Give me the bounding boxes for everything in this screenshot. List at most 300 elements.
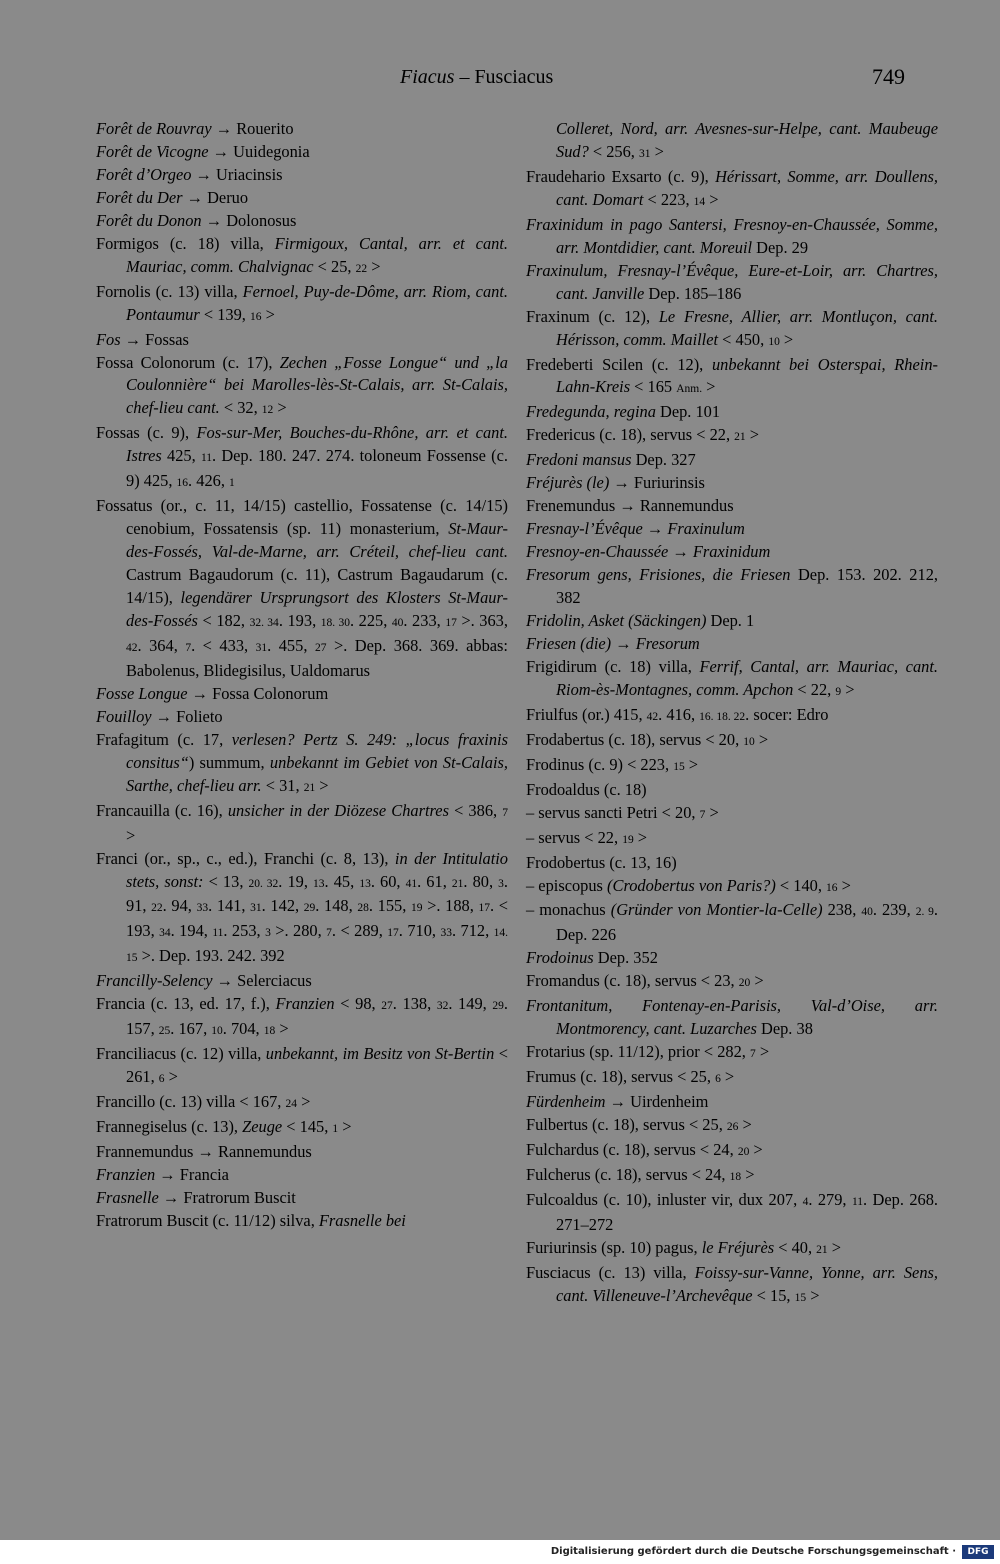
- entry-text: >: [705, 802, 719, 822]
- entry-line-ref: 40: [391, 617, 404, 630]
- index-entry: [96, 141, 508, 164]
- entry-text: >: [745, 425, 759, 445]
- entry-line-ref: 28: [357, 902, 369, 915]
- entry-text: → Fossa Colonorum: [187, 683, 329, 703]
- entry-line-ref: 7: [749, 1048, 756, 1061]
- entry-line-ref: 24: [285, 1098, 298, 1111]
- left-column: [96, 118, 508, 1233]
- entry-italic-text: Frasnelle: [96, 1187, 159, 1207]
- entry-line-ref: 10: [768, 335, 780, 348]
- entry-text: – servus < 22,: [526, 827, 623, 847]
- entry-line-ref: 18. 30: [320, 617, 350, 630]
- index-entry: [526, 852, 938, 875]
- entry-text: >. Dep. 368. 369. abbas: Babolenus, Blidegisilus, Ualdomarus: [126, 635, 508, 680]
- entry-text: < 140,: [775, 875, 827, 895]
- entry-text: Frannegiselus (c. 13),: [96, 1117, 243, 1137]
- entry-text: Frodoaldus (c. 18): [526, 779, 647, 799]
- entry-text: 238,: [822, 900, 862, 920]
- index-entry: [526, 1041, 938, 1066]
- right-column: [526, 118, 938, 1310]
- entry-text: . 710,: [398, 921, 441, 941]
- entry-line-ref: 6: [158, 1073, 165, 1086]
- entry-text: → Fratrorum Buscit: [158, 1187, 296, 1207]
- running-title-end: – Fusciacus: [454, 66, 554, 88]
- entry-text: Dep. 352: [593, 948, 658, 968]
- entry-text: . 194,: [170, 921, 213, 941]
- entry-text: . 712,: [451, 921, 494, 941]
- index-entry: [526, 1262, 938, 1310]
- index-entry: [526, 541, 938, 564]
- entry-text: . 141,: [208, 896, 251, 916]
- entry-text: < 450,: [718, 329, 769, 349]
- entry-italic-text: (Gründer von Montier-la-Celle): [610, 900, 823, 920]
- index-entry: [526, 118, 938, 166]
- entry-text: – servus sancti Petri < 20,: [526, 802, 700, 822]
- entry-text: . 253,: [223, 921, 266, 941]
- entry-text: Fulcoaldus (c. 10), inluster vir, dux 207,: [526, 1189, 803, 1209]
- entry-text: >: [755, 1042, 770, 1062]
- entry-text: >: [702, 377, 716, 397]
- entry-line-ref: 7: [502, 806, 508, 819]
- entry-text: → Selerciacus: [212, 971, 312, 991]
- index-entry: [526, 1114, 938, 1139]
- entry-text: >: [841, 679, 855, 699]
- entry-italic-text: Friesen (die) → Fresorum: [526, 633, 700, 653]
- entry-italic-text: Forêt du Donon: [96, 210, 202, 230]
- entry-italic-text: Zechen „Fosse Longue“ und „la Coulonnière“ bei Marolles-lès-St-Calais, arr. St-Calais, chef-lieu cant.: [126, 352, 508, 418]
- entry-line-ref: 25: [158, 1025, 171, 1038]
- entry-italic-text: Foissy-sur-Vanne, Yonne, arr. Sens, cant. Villeneuve-l’Archevêque: [556, 1262, 938, 1305]
- index-entry: [526, 802, 938, 827]
- entry-line-ref: 29: [303, 902, 316, 915]
- index-entry: [96, 993, 508, 1043]
- entry-line-ref: 3: [265, 927, 271, 940]
- entry-line-ref: 1: [229, 477, 235, 490]
- entry-text: < 13,: [203, 871, 249, 891]
- entry-text: Fredeberti Scilen (c. 12),: [526, 354, 712, 374]
- index-entry: [96, 970, 508, 993]
- entry-text: . 45,: [324, 871, 360, 891]
- entry-text: < 165: [630, 377, 677, 397]
- entry-text: . 142,: [261, 896, 304, 916]
- entry-text: → Uriacinsis: [191, 164, 283, 184]
- index-entry: [526, 827, 938, 852]
- index-entry: [96, 164, 508, 187]
- entry-text: Franci (or., sp., c., ed.), Franchi (c. 8, 13),: [96, 848, 395, 868]
- entry-text: . 416,: [658, 704, 700, 724]
- entry-line-ref: 31: [250, 902, 262, 915]
- entry-line-ref: 42: [646, 710, 659, 723]
- entry-text: Fratrorum Buscit (c. 11/12) silva,: [96, 1210, 319, 1230]
- entry-text: < 22,: [793, 679, 836, 699]
- entry-text: Fulchardus (c. 18), servus < 24,: [526, 1139, 738, 1159]
- index-entry: [526, 970, 938, 995]
- entry-text: . 80,: [463, 871, 499, 891]
- entry-text: < 182,: [197, 611, 250, 631]
- entry-text: Fusciacus (c. 13) villa,: [526, 1262, 695, 1282]
- entry-text: Friulfus (or.) 415,: [526, 704, 647, 724]
- entry-line-ref: 14. 15: [126, 927, 508, 965]
- entry-line-ref: 21: [734, 431, 746, 444]
- entry-line-ref: 16. 18. 22: [699, 710, 746, 723]
- entry-text: . 426,: [188, 471, 230, 491]
- entry-text: >: [720, 1067, 735, 1087]
- entry-italic-text: Fouilloy: [96, 706, 152, 726]
- index-entry: [526, 449, 938, 472]
- index-entry: [96, 683, 508, 706]
- entry-text: . socer: Edro: [745, 704, 829, 724]
- entry-text: >: [806, 1285, 820, 1305]
- index-entry: [96, 118, 508, 141]
- entry-text: Furiurinsis (sp. 10) pagus,: [526, 1237, 702, 1257]
- entry-line-ref: 34: [159, 927, 171, 940]
- entry-line-ref: 7: [326, 927, 332, 940]
- entry-text: Frodabertus (c. 18), servus < 20,: [526, 729, 744, 749]
- entry-text: . 91,: [126, 871, 509, 916]
- entry-line-ref: 16: [826, 881, 838, 894]
- entry-line-ref: 31: [255, 641, 268, 654]
- entry-text: . 279,: [808, 1189, 852, 1209]
- entry-line-ref: 21: [303, 781, 316, 794]
- index-entry: [526, 656, 938, 704]
- entry-text: . 704,: [222, 1019, 264, 1039]
- entry-line-ref: 17: [478, 902, 490, 915]
- entry-text: < 145,: [282, 1117, 333, 1137]
- entry-text: >: [338, 1117, 352, 1137]
- entry-text: Frannemundus → Rannemundus: [96, 1141, 312, 1161]
- entry-text: >. 280,: [270, 921, 327, 941]
- entry-text: >. Dep. 193. 242. 392: [137, 946, 285, 966]
- entry-line-ref: 19: [622, 833, 634, 846]
- entry-text: >: [275, 1019, 289, 1039]
- entry-text: . 138,: [392, 994, 437, 1014]
- entry-text: Francia (c. 13, ed. 17, f.),: [96, 994, 276, 1014]
- entry-text: . 233,: [403, 611, 446, 631]
- entry-text: ) summum,: [188, 752, 270, 772]
- index-entry: [526, 610, 938, 633]
- entry-text: . 193,: [278, 611, 321, 631]
- entry-line-ref: 16: [176, 477, 189, 490]
- entry-text: >: [749, 1139, 763, 1159]
- running-title-start: Fiacus: [400, 66, 455, 88]
- entry-line-ref: 33: [440, 927, 452, 940]
- index-entry: [526, 995, 938, 1041]
- entry-line-ref: 32. 34: [249, 617, 279, 630]
- footer-bar: [0, 1540, 1000, 1564]
- entry-line-ref: 15: [794, 1291, 807, 1304]
- entry-italic-text: Fosse Longue: [96, 683, 188, 703]
- entry-italic-text: Hérissart, Somme, arr. Doullens, cant. Domart: [556, 166, 939, 209]
- entry-italic-text: Fridolin, Asket (Säckingen): [526, 611, 707, 631]
- entry-italic-text: Frodoinus: [526, 948, 594, 968]
- index-entry: [96, 848, 508, 971]
- entry-line-ref: 18: [729, 1170, 742, 1183]
- entry-text: >: [738, 1115, 752, 1135]
- entry-line-ref: 11: [851, 1195, 864, 1208]
- entry-text: . 94,: [162, 896, 197, 916]
- entry-line-ref: 6: [715, 1073, 721, 1086]
- entry-text: >: [779, 329, 794, 349]
- entry-italic-text: unbekannt, im Besitz von St-Bertin: [265, 1044, 495, 1064]
- entry-line-ref: 11: [212, 927, 224, 940]
- entry-text: >: [261, 304, 275, 324]
- entry-line-ref: 20: [738, 977, 751, 990]
- entry-line-ref: 13: [359, 877, 371, 890]
- entry-text: >: [741, 1164, 755, 1184]
- entry-line-ref: 40: [861, 906, 873, 919]
- entry-italic-text: Fraxinulum, Fresnay-l’Évêque, Eure-et-Loir, arr. Chartres, cant. Janville: [526, 260, 938, 303]
- entry-italic-text: Fresnay-l’Évêque → Fraxinulum: [526, 519, 745, 539]
- entry-italic-text: le Fréjurès: [701, 1237, 775, 1257]
- entry-line-ref: 3: [498, 877, 504, 890]
- entry-line-ref: 16: [250, 310, 262, 323]
- entry-italic-text: Fürdenheim: [526, 1092, 606, 1112]
- entry-text: → Folieto: [151, 706, 223, 726]
- index-entry: [96, 329, 508, 352]
- entry-text: >: [367, 256, 381, 276]
- entry-text: . 455,: [267, 635, 315, 655]
- index-entry: [96, 422, 508, 495]
- entry-text: Francauilla (c. 16),: [96, 800, 228, 820]
- entry-line-ref: 22: [151, 902, 163, 915]
- page-header: [0, 64, 1000, 94]
- index-entry: [96, 706, 508, 729]
- entry-line-ref: 20: [737, 1145, 750, 1158]
- entry-italic-text: Colleret, Nord, arr. Avesnes-sur-Helpe, cant. Maubeuge Sud?: [556, 119, 938, 161]
- entry-line-ref: 1: [332, 1123, 339, 1136]
- index-entry: [96, 1091, 508, 1116]
- entry-text: → Deruo: [182, 187, 249, 207]
- entry-line-ref: Anm.: [676, 383, 703, 396]
- index-entry: [526, 1091, 938, 1114]
- entry-text: . 167,: [170, 1019, 212, 1039]
- index-entry: [526, 518, 938, 541]
- entry-text: . Dep. 226: [556, 900, 938, 945]
- index-entry: [96, 729, 508, 800]
- entry-line-ref: 27: [314, 641, 327, 654]
- entry-line-ref: 4: [802, 1195, 809, 1208]
- entry-text: Frumus (c. 18), servus < 25,: [526, 1067, 716, 1087]
- entry-text: < 15,: [752, 1285, 795, 1305]
- index-entry: [526, 1237, 938, 1262]
- entry-text: Fornolis (c. 13) villa,: [96, 281, 243, 301]
- entry-text: . 61,: [417, 871, 452, 891]
- entry-line-ref: 31: [639, 147, 651, 160]
- entry-text: Fredericus (c. 18), servus < 22,: [526, 425, 735, 445]
- entry-text: < 32,: [219, 398, 262, 418]
- entry-text: >. 188,: [422, 896, 479, 916]
- index-entry: [96, 1116, 508, 1141]
- entry-line-ref: 20. 32: [248, 877, 279, 890]
- entry-line-ref: 9: [835, 685, 842, 698]
- index-entry: [526, 947, 938, 970]
- entry-text: Frafagitum (c. 17,: [96, 729, 232, 749]
- entry-text: Fraudehario Exsarto (c. 9),: [526, 166, 716, 186]
- entry-line-ref: 10: [743, 735, 755, 748]
- entry-text: >: [633, 827, 648, 847]
- entry-italic-text: unbekannt im Gebiet von St-Calais, Sarthe, chef-lieu arr.: [126, 752, 508, 795]
- entry-italic-text: Zeuge: [242, 1117, 283, 1137]
- entry-italic-text: Fos-sur-Mer, Bouches-du-Rhône, arr. et cant. Istres: [126, 423, 508, 466]
- entry-text: . < 433,: [191, 635, 256, 655]
- entry-italic-text: Fredegunda, regina: [526, 402, 656, 422]
- index-entry: [526, 306, 938, 354]
- entry-text: . 60,: [370, 871, 406, 891]
- entry-italic-text: Francilly-Selency: [96, 971, 213, 991]
- entry-text: < 261,: [126, 1044, 508, 1087]
- entry-text: → Dolonosus: [201, 210, 297, 230]
- entry-italic-text: Fréjurès (le): [526, 473, 610, 493]
- entry-text: < 256,: [588, 141, 640, 161]
- entry-italic-text: Fos: [96, 329, 121, 349]
- index-entry: [526, 166, 938, 214]
- entry-text: Frenemundus → Rannemundus: [526, 496, 734, 516]
- entry-text: . 157,: [126, 994, 508, 1039]
- entry-line-ref: 2. 9: [915, 906, 934, 919]
- entry-italic-text: Frontanitum, Fontenay-en-Parisis, Val-d’Oise, arr. Montmorency, cant. Luzarches: [526, 996, 938, 1039]
- index-entry: [526, 424, 938, 449]
- index-entry: [526, 754, 938, 779]
- running-title: [400, 66, 553, 89]
- entry-line-ref: 22: [355, 262, 368, 275]
- entry-text: Dep. 327: [631, 450, 696, 470]
- entry-line-ref: 12: [261, 404, 274, 417]
- entry-line-ref: 41: [405, 877, 418, 890]
- entry-line-ref: 10: [211, 1025, 223, 1038]
- entry-text: . 19,: [278, 871, 314, 891]
- entry-text: Frodinus (c. 9) < 223,: [526, 754, 674, 774]
- index-entry: [526, 564, 938, 610]
- entry-line-ref: 27: [381, 1000, 393, 1013]
- entry-text: < 386,: [448, 800, 503, 820]
- entry-text: – monachus: [526, 900, 611, 920]
- index-entry: [526, 495, 938, 518]
- entry-text: Fossatus (or., c. 11, 14/15) castellio, Fossatense (c. 14/15) cenobium, Fossatensis (sp. 11) monasterium,: [96, 496, 508, 539]
- entry-italic-text: Franzien: [275, 994, 335, 1014]
- entry-line-ref: 18: [263, 1025, 276, 1038]
- entry-line-ref: 19: [411, 902, 423, 915]
- entry-text: . 239,: [872, 900, 916, 920]
- index-entry: [526, 214, 938, 260]
- entry-text: . 225,: [349, 611, 392, 631]
- page-number: 749: [872, 64, 905, 89]
- index-entry: [96, 210, 508, 233]
- index-entry: [96, 800, 508, 848]
- entry-text: . < 289,: [331, 921, 388, 941]
- entry-text: >: [297, 1092, 311, 1112]
- entry-text: Francillo (c. 13) villa < 167,: [96, 1092, 286, 1112]
- entry-text: Dep. 153. 202. 212, 382: [556, 565, 938, 608]
- entry-text: >: [273, 398, 287, 418]
- entry-text: → Rouerito: [211, 119, 294, 138]
- entry-italic-text: Le Fresne, Allier, arr. Montluçon, cant. Hérisson, comm. Maillet: [556, 306, 938, 349]
- index-entry: [96, 1164, 508, 1187]
- index-entry: [526, 1189, 938, 1237]
- entry-italic-text: Fernoel, Puy-de-Dôme, arr. Riom, cant. Pontaumur: [126, 281, 508, 324]
- entry-text: >: [754, 729, 769, 749]
- entry-text: < 98,: [334, 994, 382, 1014]
- entry-text: . 149,: [448, 994, 493, 1014]
- entry-text: → Fossas: [120, 329, 189, 349]
- entry-text: >. 363,: [456, 611, 508, 631]
- entry-italic-text: Forêt du Der: [96, 187, 183, 207]
- entry-text: Dep. 1: [706, 611, 755, 631]
- entry-line-ref: 33: [196, 902, 209, 915]
- entry-text: → Uirdenheim: [605, 1092, 709, 1112]
- index-entry: [96, 1187, 508, 1210]
- entry-text: Fulcherus (c. 18), servus < 24,: [526, 1164, 730, 1184]
- index-entry: [526, 779, 938, 802]
- entry-italic-text: Franzien: [96, 1164, 156, 1184]
- entry-italic-text: Ferrif, Cantal, arr. Mauriac, cant. Riom-ès-Montagnes, comm. Apchon: [556, 656, 938, 699]
- index-entry: [526, 1164, 938, 1189]
- entry-text: >: [164, 1067, 178, 1087]
- entry-line-ref: 29: [492, 1000, 504, 1013]
- entry-text: >: [684, 754, 699, 774]
- entry-italic-text: legendärer Ursprungsort des Klosters St-Maur-des-Fossés: [126, 588, 508, 631]
- index-entry: [96, 352, 508, 423]
- entry-text: < 25,: [313, 256, 356, 276]
- index-entry: [526, 875, 938, 900]
- entry-line-ref: 15: [673, 760, 685, 773]
- entry-line-ref: 21: [816, 1243, 828, 1256]
- entry-text: Frodobertus (c. 13, 16): [526, 852, 677, 872]
- index-entry: [96, 495, 508, 683]
- entry-text: Dep. 29: [752, 237, 809, 257]
- entry-italic-text: verlesen? Pertz S. 249: „locus fraxinis consitus“: [126, 729, 508, 772]
- entry-italic-text: Firmigoux, Cantal, arr. et cant. Mauriac, comm. Chalvignac: [126, 233, 508, 276]
- entry-text: Dep. 185–186: [644, 283, 742, 303]
- entry-italic-text: Fresnoy-en-Chaussée → Fraxinidum: [526, 542, 771, 562]
- index-entry: [526, 1066, 938, 1091]
- entry-line-ref: 17: [445, 617, 457, 630]
- entry-text: → Uuidegonia: [208, 141, 310, 161]
- entry-text: . Dep. 268. 271–272: [556, 1189, 938, 1234]
- entry-text: < 40,: [774, 1237, 817, 1257]
- index-entry: [96, 233, 508, 281]
- entry-text: . < 193,: [126, 896, 508, 941]
- entry-italic-text: Fresorum gens, Frisiones, die Friesen: [526, 565, 791, 585]
- entry-text: >: [650, 141, 664, 161]
- entry-line-ref: 14: [693, 195, 706, 208]
- entry-line-ref: 7: [185, 641, 192, 654]
- entry-italic-text: St-Maur-des-Fossés, Val-de-Marne, arr. Créteil, chef-lieu cant.: [126, 519, 508, 562]
- entry-italic-text: Fraxinidum in pago Santersi, Fresnoy-en-Chaussée, Somme, arr. Montdidier, cant. Moreuil: [526, 214, 938, 257]
- index-entry: [526, 899, 938, 947]
- entry-italic-text: unsicher in der Diözese Chartres: [227, 800, 449, 820]
- entry-text: < 223,: [643, 189, 694, 209]
- entry-italic-text: in der Intitulatio stets, sonst:: [126, 848, 509, 891]
- entry-line-ref: 11: [200, 452, 213, 465]
- entry-italic-text: Fredoni mansus: [526, 450, 632, 470]
- index-entry: [526, 633, 938, 656]
- entry-line-ref: 7: [699, 808, 706, 821]
- entry-text: >: [705, 189, 719, 209]
- entry-text: >: [827, 1237, 841, 1257]
- entry-text: 425,: [161, 446, 201, 466]
- dfg-logo: DFG: [962, 1545, 994, 1559]
- entry-text: >: [126, 825, 136, 845]
- entry-text: Fromandus (c. 18), servus < 23,: [526, 971, 739, 991]
- entry-text: Fulbertus (c. 18), servus < 25,: [526, 1115, 727, 1135]
- index-entry: [526, 260, 938, 306]
- entry-italic-text: Forêt de Vicogne: [96, 141, 209, 161]
- entry-text: Fossas (c. 9),: [96, 423, 197, 443]
- entry-text: < 31,: [261, 775, 304, 795]
- entry-text: >: [837, 875, 851, 895]
- entry-italic-text: Frasnelle bei: [318, 1210, 406, 1230]
- entry-text: . Dep. 180. 247. 274. toloneum Fossense (c. 9) 425,: [126, 446, 508, 491]
